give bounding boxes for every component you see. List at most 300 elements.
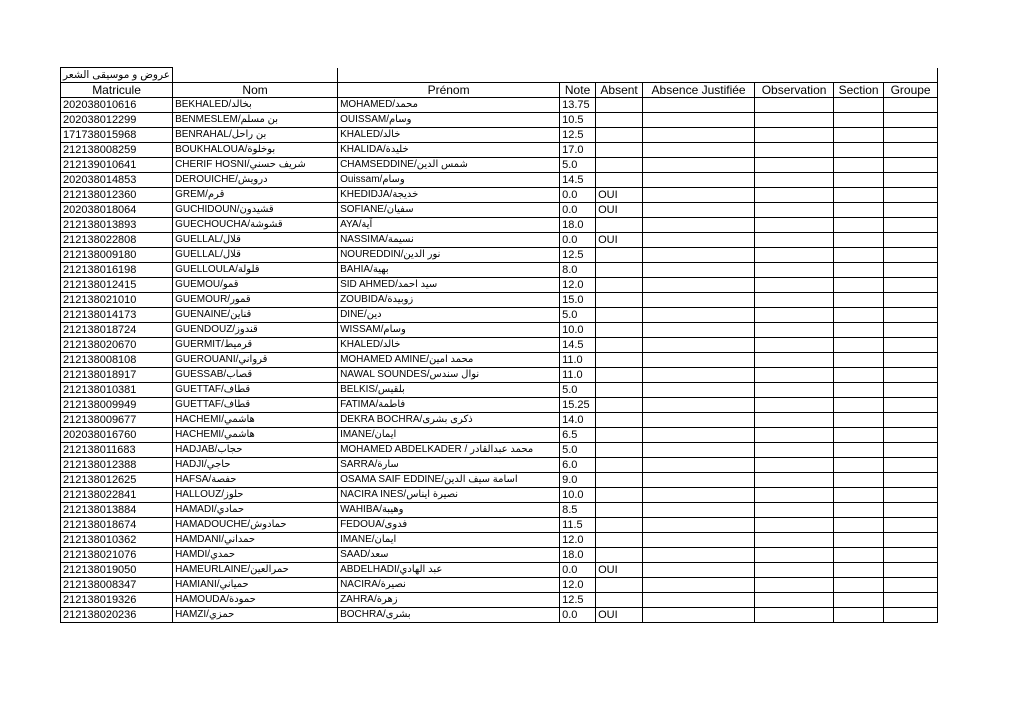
cell-absence-justifiee [643,338,755,353]
cell-matricule: 202038018064 [61,203,173,218]
cell-nom: GUELLAL/قلال [173,248,338,263]
cell-prenom: DINE/دين [338,308,560,323]
table-row [61,578,938,593]
cell-nom: GUECHOUCHA/قشوشة [173,218,338,233]
table-row [61,173,938,188]
table-row [61,248,938,263]
cell-groupe [884,488,938,503]
cell-note: 6.0 [560,458,596,473]
table-row [61,188,938,203]
cell-prenom: Ouissam/وسام [338,173,560,188]
cell-absent [596,428,643,443]
cell-absence-justifiee [643,278,755,293]
cell-absent [596,368,643,383]
cell-absence-justifiee [643,158,755,173]
cell-absent [596,503,643,518]
cell-prenom: DEKRA BOCHRA/ذكرى بشرى [338,413,560,428]
cell-observation [755,398,834,413]
cell-observation [755,563,834,578]
cell-groupe [884,443,938,458]
cell-note: 12.0 [560,578,596,593]
header-prenom: Prénom [338,83,560,98]
cell-observation [755,323,834,338]
cell-groupe [884,593,938,608]
table-row [61,233,938,248]
header-absence-justifiee: Absence Justifiée [643,83,755,98]
cell-observation [755,473,834,488]
cell-absence-justifiee [643,323,755,338]
cell-prenom: ABDELHADI/عبد الهادي [338,563,560,578]
cell-nom: GREM/قرم [173,188,338,203]
cell-matricule: 212138016198 [61,263,173,278]
cell-matricule: 212138008108 [61,353,173,368]
cell-absent [596,248,643,263]
cell-observation [755,533,834,548]
cell-matricule: 212138010381 [61,383,173,398]
cell-observation [755,218,834,233]
cell-matricule: 212138012360 [61,188,173,203]
cell-absent [596,278,643,293]
cell-nom: HACHEMI/هاشمي [173,428,338,443]
cell-absence-justifiee [643,353,755,368]
cell-section [834,608,884,623]
cell-nom: BENRAHAL/بن راحل [173,128,338,143]
cell-absent [596,398,643,413]
cell-prenom: CHAMSEDDINE/شمس الدين [338,158,560,173]
cell-prenom: MOHAMED AMINE/محمد امين [338,353,560,368]
cell-matricule: 212138022808 [61,233,173,248]
cell-note: 5.0 [560,158,596,173]
cell-section [834,428,884,443]
cell-nom: GUEMOUR/قمور [173,293,338,308]
cell-nom: HADJI/حاجي [173,458,338,473]
cell-nom: GUCHIDOUN/قشيدون [173,203,338,218]
cell-absent [596,413,643,428]
cell-section [834,233,884,248]
cell-groupe [884,368,938,383]
cell-observation [755,128,834,143]
cell-note: 14.5 [560,338,596,353]
cell-groupe [884,278,938,293]
cell-absence-justifiee [643,593,755,608]
cell-matricule: 212138013884 [61,503,173,518]
cell-prenom: ZAHRA/زهرة [338,593,560,608]
cell-observation [755,413,834,428]
table-row [61,548,938,563]
cell-absence-justifiee [643,458,755,473]
cell-section [834,128,884,143]
table-row [61,503,938,518]
cell-prenom: KHEDIDJA/خديجة [338,188,560,203]
cell-section [834,98,884,113]
cell-matricule: 212138009677 [61,413,173,428]
header-row [61,83,938,98]
cell-section [834,278,884,293]
cell-note: 13.75 [560,98,596,113]
cell-matricule: 202038010616 [61,98,173,113]
cell-groupe [884,113,938,128]
cell-observation [755,113,834,128]
cell-groupe [884,293,938,308]
cell-observation [755,338,834,353]
cell-note: 5.0 [560,308,596,323]
cell-nom: GUEMOU/قمو [173,278,338,293]
cell-nom: DEROUICHE/درويش [173,173,338,188]
cell-absence-justifiee [643,473,755,488]
cell-absent: OUI [596,608,643,623]
cell-groupe [884,563,938,578]
cell-prenom: BOCHRA/بشرى [338,608,560,623]
table-row [61,278,938,293]
cell-nom: HAMADOUCHE/حمادوش [173,518,338,533]
cell-groupe [884,263,938,278]
cell-absent [596,338,643,353]
cell-absent [596,593,643,608]
cell-matricule: 212138018724 [61,323,173,338]
cell-observation [755,98,834,113]
cell-observation [755,458,834,473]
cell-groupe [884,143,938,158]
cell-absent [596,353,643,368]
cell-note: 12.5 [560,593,596,608]
cell-prenom: KHALED/خالد [338,338,560,353]
cell-prenom: NAWAL SOUNDES/نوال سندس [338,368,560,383]
cell-matricule: 171738015968 [61,128,173,143]
cell-prenom: NOUREDDIN/نور الدين [338,248,560,263]
cell-nom: CHERIF HOSNI/شريف حسني [173,158,338,173]
cell-matricule: 202038016760 [61,428,173,443]
cell-absent [596,533,643,548]
cell-absence-justifiee [643,143,755,158]
cell-section [834,143,884,158]
cell-prenom: BAHIA/بهية [338,263,560,278]
cell-prenom: FEDOUA/فدوى [338,518,560,533]
cell-nom: GUENAINE/قناين [173,308,338,323]
table-row [61,533,938,548]
cell-absence-justifiee [643,578,755,593]
cell-absent [596,173,643,188]
header-note: Note [560,83,596,98]
cell-absence-justifiee [643,518,755,533]
cell-absence-justifiee [643,548,755,563]
cell-absent: OUI [596,563,643,578]
cell-note: 17.0 [560,143,596,158]
cell-observation [755,608,834,623]
cell-matricule: 212138020670 [61,338,173,353]
cell-absence-justifiee [643,368,755,383]
cell-prenom: OSAMA SAIF EDDINE/اسامة سيف الدين [338,473,560,488]
cell-note: 18.0 [560,218,596,233]
cell-absent [596,518,643,533]
cell-section [834,443,884,458]
cell-nom: HAMDI/حمدي [173,548,338,563]
cell-nom: HAMZI/حمزي [173,608,338,623]
cell-absence-justifiee [643,398,755,413]
cell-section [834,398,884,413]
cell-absence-justifiee [643,533,755,548]
cell-observation [755,308,834,323]
cell-nom: GUEROUANI/قرواني [173,353,338,368]
cell-groupe [884,458,938,473]
header-nom: Nom [173,83,338,98]
cell-observation [755,278,834,293]
cell-section [834,413,884,428]
cell-section [834,308,884,323]
cell-absent: OUI [596,233,643,248]
cell-observation [755,383,834,398]
cell-observation [755,248,834,263]
cell-groupe [884,473,938,488]
table-row [61,353,938,368]
cell-section [834,113,884,128]
cell-prenom: SID AHMED/سيد احمد [338,278,560,293]
title-row [61,68,938,83]
cell-note: 10.5 [560,113,596,128]
cell-nom: HAMADI/حمادي [173,503,338,518]
cell-groupe [884,98,938,113]
table-row [61,428,938,443]
table-row [61,518,938,533]
table-row [61,413,938,428]
cell-observation [755,593,834,608]
cell-observation [755,518,834,533]
cell-nom: HAFSA/حفصة [173,473,338,488]
cell-nom: HAMEURLAINE/حمرالعين [173,563,338,578]
cell-nom: GUELLAL/قلال [173,233,338,248]
cell-prenom: NASSIMA/نسيمة [338,233,560,248]
cell-matricule: 212138022841 [61,488,173,503]
cell-prenom: FATIMA/فاطمة [338,398,560,413]
cell-absent [596,548,643,563]
cell-note: 8.0 [560,263,596,278]
cell-groupe [884,548,938,563]
header-matricule: Matricule [61,83,173,98]
cell-matricule: 212138008347 [61,578,173,593]
cell-note: 12.0 [560,278,596,293]
cell-prenom: KHALED/خالد [338,128,560,143]
cell-observation [755,428,834,443]
cell-groupe [884,158,938,173]
cell-absence-justifiee [643,128,755,143]
cell-note: 15.0 [560,293,596,308]
cell-note: 5.0 [560,383,596,398]
header-absent: Absent [596,83,643,98]
cell-groupe [884,608,938,623]
cell-prenom: SOFIANE/سفيان [338,203,560,218]
cell-matricule: 212138009949 [61,398,173,413]
table-row [61,158,938,173]
cell-observation [755,503,834,518]
cell-absent [596,293,643,308]
cell-matricule: 202038014853 [61,173,173,188]
cell-absent [596,458,643,473]
cell-absence-justifiee [643,218,755,233]
table-row [61,113,938,128]
cell-groupe [884,428,938,443]
cell-section [834,158,884,173]
cell-absence-justifiee [643,608,755,623]
table-row [61,368,938,383]
cell-note: 0.0 [560,203,596,218]
cell-note: 11.0 [560,353,596,368]
table-row [61,488,938,503]
cell-note: 14.5 [560,173,596,188]
cell-nom: BEKHALED/بخالد [173,98,338,113]
cell-groupe [884,533,938,548]
cell-matricule: 212138019326 [61,593,173,608]
cell-note: 0.0 [560,563,596,578]
cell-absence-justifiee [643,428,755,443]
cell-observation [755,143,834,158]
cell-section [834,548,884,563]
cell-section [834,203,884,218]
empty-cell [338,68,938,83]
cell-absence-justifiee [643,293,755,308]
table-row [61,203,938,218]
table-row [61,563,938,578]
table-row [61,338,938,353]
table-row [61,218,938,233]
empty-cell [173,68,338,83]
cell-observation [755,188,834,203]
cell-nom: BENMESLEM/بن مسلم [173,113,338,128]
cell-groupe [884,203,938,218]
cell-note: 18.0 [560,548,596,563]
cell-absent [596,308,643,323]
cell-note: 12.5 [560,248,596,263]
cell-nom: GUERMIT/قرميط [173,338,338,353]
cell-nom: GUELLOULA/قلولة [173,263,338,278]
cell-note: 8.5 [560,503,596,518]
table-row [61,143,938,158]
cell-section [834,458,884,473]
header-section: Section [834,83,884,98]
cell-groupe [884,338,938,353]
cell-section [834,323,884,338]
cell-observation [755,203,834,218]
cell-absence-justifiee [643,413,755,428]
cell-nom: HACHEMI/هاشمي [173,413,338,428]
cell-observation [755,488,834,503]
cell-absent [596,578,643,593]
cell-absent [596,128,643,143]
cell-absence-justifiee [643,563,755,578]
cell-matricule: 212138014173 [61,308,173,323]
cell-absent [596,473,643,488]
cell-note: 10.0 [560,488,596,503]
cell-prenom: MOHAMED/محمد [338,98,560,113]
cell-groupe [884,233,938,248]
cell-section [834,383,884,398]
cell-absence-justifiee [643,173,755,188]
cell-note: 12.0 [560,533,596,548]
cell-section [834,368,884,383]
cell-nom: GUETTAF/قطاف [173,383,338,398]
cell-nom: GUENDOUZ/قندوز [173,323,338,338]
cell-matricule: 212138018674 [61,518,173,533]
cell-section [834,188,884,203]
cell-absence-justifiee [643,263,755,278]
table-row [61,473,938,488]
cell-note: 11.0 [560,368,596,383]
cell-nom: HAMDANI/حمداني [173,533,338,548]
cell-groupe [884,323,938,338]
cell-matricule: 212138021076 [61,548,173,563]
cell-observation [755,443,834,458]
cell-note: 5.0 [560,443,596,458]
cell-section [834,518,884,533]
cell-matricule: 212138011683 [61,443,173,458]
table-row [61,293,938,308]
cell-groupe [884,398,938,413]
cell-section [834,218,884,233]
cell-groupe [884,248,938,263]
header-groupe: Groupe [884,83,938,98]
cell-matricule: 212139010641 [61,158,173,173]
cell-section [834,593,884,608]
cell-section [834,263,884,278]
cell-prenom: BELKIS/بلقيس [338,383,560,398]
cell-section [834,353,884,368]
cell-absent: OUI [596,188,643,203]
cell-prenom: NACIRA/نصيرة [338,578,560,593]
cell-nom: HAMOUDA/حمودة [173,593,338,608]
cell-groupe [884,413,938,428]
header-observation: Observation [755,83,834,98]
cell-nom: HALLOUZ/حلوز [173,488,338,503]
cell-section [834,338,884,353]
cell-nom: GUETTAF/قطاف [173,398,338,413]
cell-absence-justifiee [643,113,755,128]
table-row [61,128,938,143]
cell-observation [755,353,834,368]
cell-absent [596,263,643,278]
cell-section [834,248,884,263]
cell-absent [596,113,643,128]
cell-matricule: 212138019050 [61,563,173,578]
cell-note: 0.0 [560,608,596,623]
cell-nom: GUESSAB/قصاب [173,368,338,383]
cell-note: 14.0 [560,413,596,428]
cell-groupe [884,353,938,368]
cell-prenom: WISSAM/وسام [338,323,560,338]
cell-note: 10.0 [560,323,596,338]
cell-note: 6.5 [560,428,596,443]
cell-note: 0.0 [560,188,596,203]
cell-nom: BOUKHALOUA/بوخلوة [173,143,338,158]
cell-observation [755,173,834,188]
cell-section [834,173,884,188]
cell-matricule: 202038012299 [61,113,173,128]
cell-matricule: 212138009180 [61,248,173,263]
cell-absence-justifiee [643,248,755,263]
cell-absence-justifiee [643,443,755,458]
cell-prenom: ZOUBIDA/زوبيدة [338,293,560,308]
cell-section [834,563,884,578]
cell-prenom: IMANE/ايمان [338,533,560,548]
cell-groupe [884,308,938,323]
cell-matricule: 212138013893 [61,218,173,233]
table-row [61,98,938,113]
cell-matricule: 212138021010 [61,293,173,308]
cell-groupe [884,503,938,518]
cell-absent: OUI [596,203,643,218]
cell-groupe [884,218,938,233]
cell-absent [596,488,643,503]
table-row [61,593,938,608]
cell-section [834,503,884,518]
cell-groupe [884,188,938,203]
